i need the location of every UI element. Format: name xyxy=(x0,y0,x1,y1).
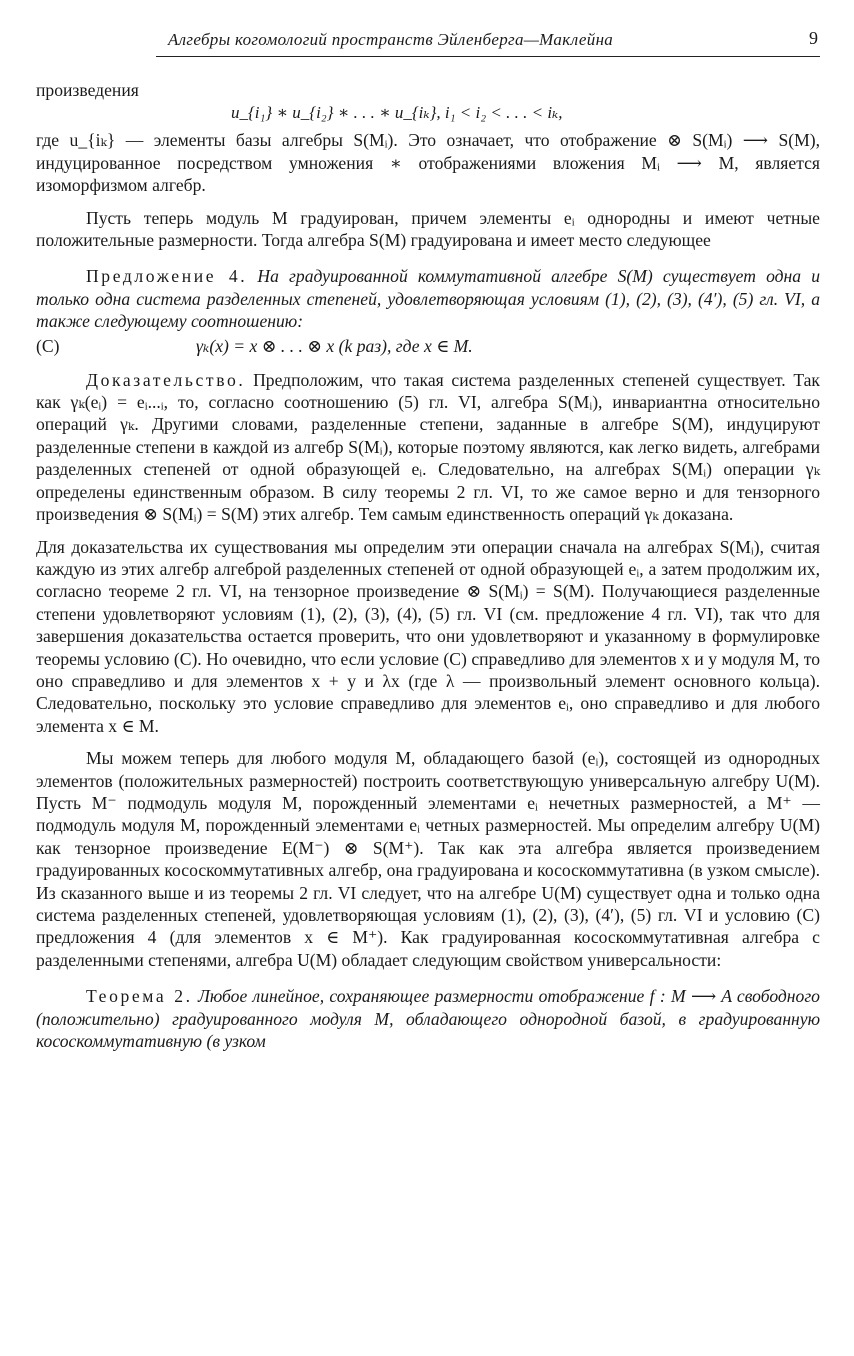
proposition-4 xyxy=(36,265,820,332)
theorem-label: Теорема 2. xyxy=(86,986,193,1007)
paragraph-universal-algebra: Мы можем теперь для любого модуля M, обладающего базой (eᵢ), состоящей из однородных элементов (положительных размерностей) построить соответствующую универсальную алгебру U(M). Пусть M⁻ подмодуль модуля M, порожденный элементами eᵢ нечетных размерностей, а M⁺ — подмодуль модуля M, порожденный элементами eᵢ четных размерностей. Мы определим алгебру U(M) как тензорное произведение E(M⁻) ⊗ S(M⁺). Так как эта алгебра является произведением градуированных кососкоммутативных алгебр, она градуирована и кососкоммутативна (в узком смысле). Из сказанного выше и из теоремы 2 гл. VI следует, что на алгебре U(M) существует одна и только одна система разделенных степеней, удовлетворяющая условиям (1), (2), (3), (4′), (5) гл. VI и условию (C) предложения 4 (для элементов x ∈ M⁺). Как градуированная кососкоммутативная алгебра с разделенными степенями, алгебра U(M) обладает следующим свойством универсальности: xyxy=(36,748,820,970)
product-formula: u_{i₁} ∗ u_{i₂} ∗ . . . ∗ u_{iₖ}, i₁ < i₂ < . . . < iₖ, xyxy=(231,103,563,123)
running-title: Алгебры когомологий пространств Эйленберга—Маклейна xyxy=(168,30,614,49)
condition-formula: γₖ(x) = x ⊗ . . . ⊗ x (k раз), где x ∈ M. xyxy=(196,335,473,356)
page-number: 9 xyxy=(809,28,818,48)
theorem-text: Любое линейное, сохраняющее размерности отображение f : M ⟶ A свободного (положительно) градуированного модуля M, обладающего однородной базой, в градуированную кососкоммутативную (в узком xyxy=(36,986,820,1052)
proof-text: Предположим, что такая система разделенных степеней существует. Так как γₖ(eᵢ) = eᵢ...ᵢ, то, согласно соотношению (5) гл. VI, алгебра S(Mᵢ), инвариантна относительно операций γₖ. Другими словами, разделенные степени, заданные в алгебре S(M), индуцируют разделенные степени в каждой из алгебр S(Mᵢ), которые поэтому являются, как легко видеть, алгебрами разделенных степеней от одной образующей eᵢ. Следовательно, на алгебрах S(Mᵢ) операции γₖ определены единственным образом. В силу теоремы 2 гл. VI, то же самое верно и для тензорного произведения ⊗ S(Mᵢ) = S(M) этих алгебр. Тем самым единственность операций γₖ доказана. xyxy=(36,369,820,525)
paragraph-existence: Для доказательства их существования мы определим эти операции сначала на алгебрах S(Mᵢ), считая каждую из этих алгебр алгеброй разделенных степеней от одной образующей eᵢ, а затем продолжим их, согласно теореме 2 гл. VI, на тензорное произведение ⊗ S(Mᵢ) = S(M). Получающиеся разделенные степени удовлетворяют условиям (1), (2), (3), (4), (5) гл. VI (см. предложение 4 гл. VI), так что для завершения доказательства остается проверить, что они удовлетворяют и указанному в формулировке теоремы условию (C). Но очевидно, что если условие (C) справедливо для элементов x и y модуля M, то оно справедливо и для элементов x + y и λx (где λ — произвольный элемент основного кольца). Следовательно, поскольку это условие справедливо для элементов eᵢ, оно справедливо и для любого элемента x ∈ M. xyxy=(36,536,820,736)
proposition-label: Предложение 4. xyxy=(86,266,248,287)
running-header xyxy=(156,26,820,57)
paragraph-basis: где u_{iₖ} — элементы базы алгебры S(Mᵢ). Это означает, что отображение ⊗ S(Mᵢ) ⟶ S(M), индуцированное посредством умножения ∗ отображениями вложения Mᵢ ⟶ M, является изоморфизмом алгебр. xyxy=(36,130,820,196)
intro-word: произведения xyxy=(36,80,139,100)
condition-label: (C) xyxy=(36,335,60,356)
paragraph-graded: Пусть теперь модуль M градуирован, причем элементы eᵢ однородны и имеют четные положительные размерности. Тогда алгебра S(M) градуирована и имеет место следующее xyxy=(36,207,820,251)
condition-c xyxy=(36,333,820,359)
proof-paragraph xyxy=(36,369,820,526)
proposition-text: На градуированной коммутативной алгебре S(M) существует одна и только одна система разделенных степеней, удовлетворяющая условиям (1), (2), (3), (4′), (5) гл. VI, а также следующему соотношению: xyxy=(36,266,821,332)
proof-label: Доказательство. xyxy=(86,369,246,390)
book-page xyxy=(36,26,820,1052)
theorem-2 xyxy=(36,985,820,1052)
